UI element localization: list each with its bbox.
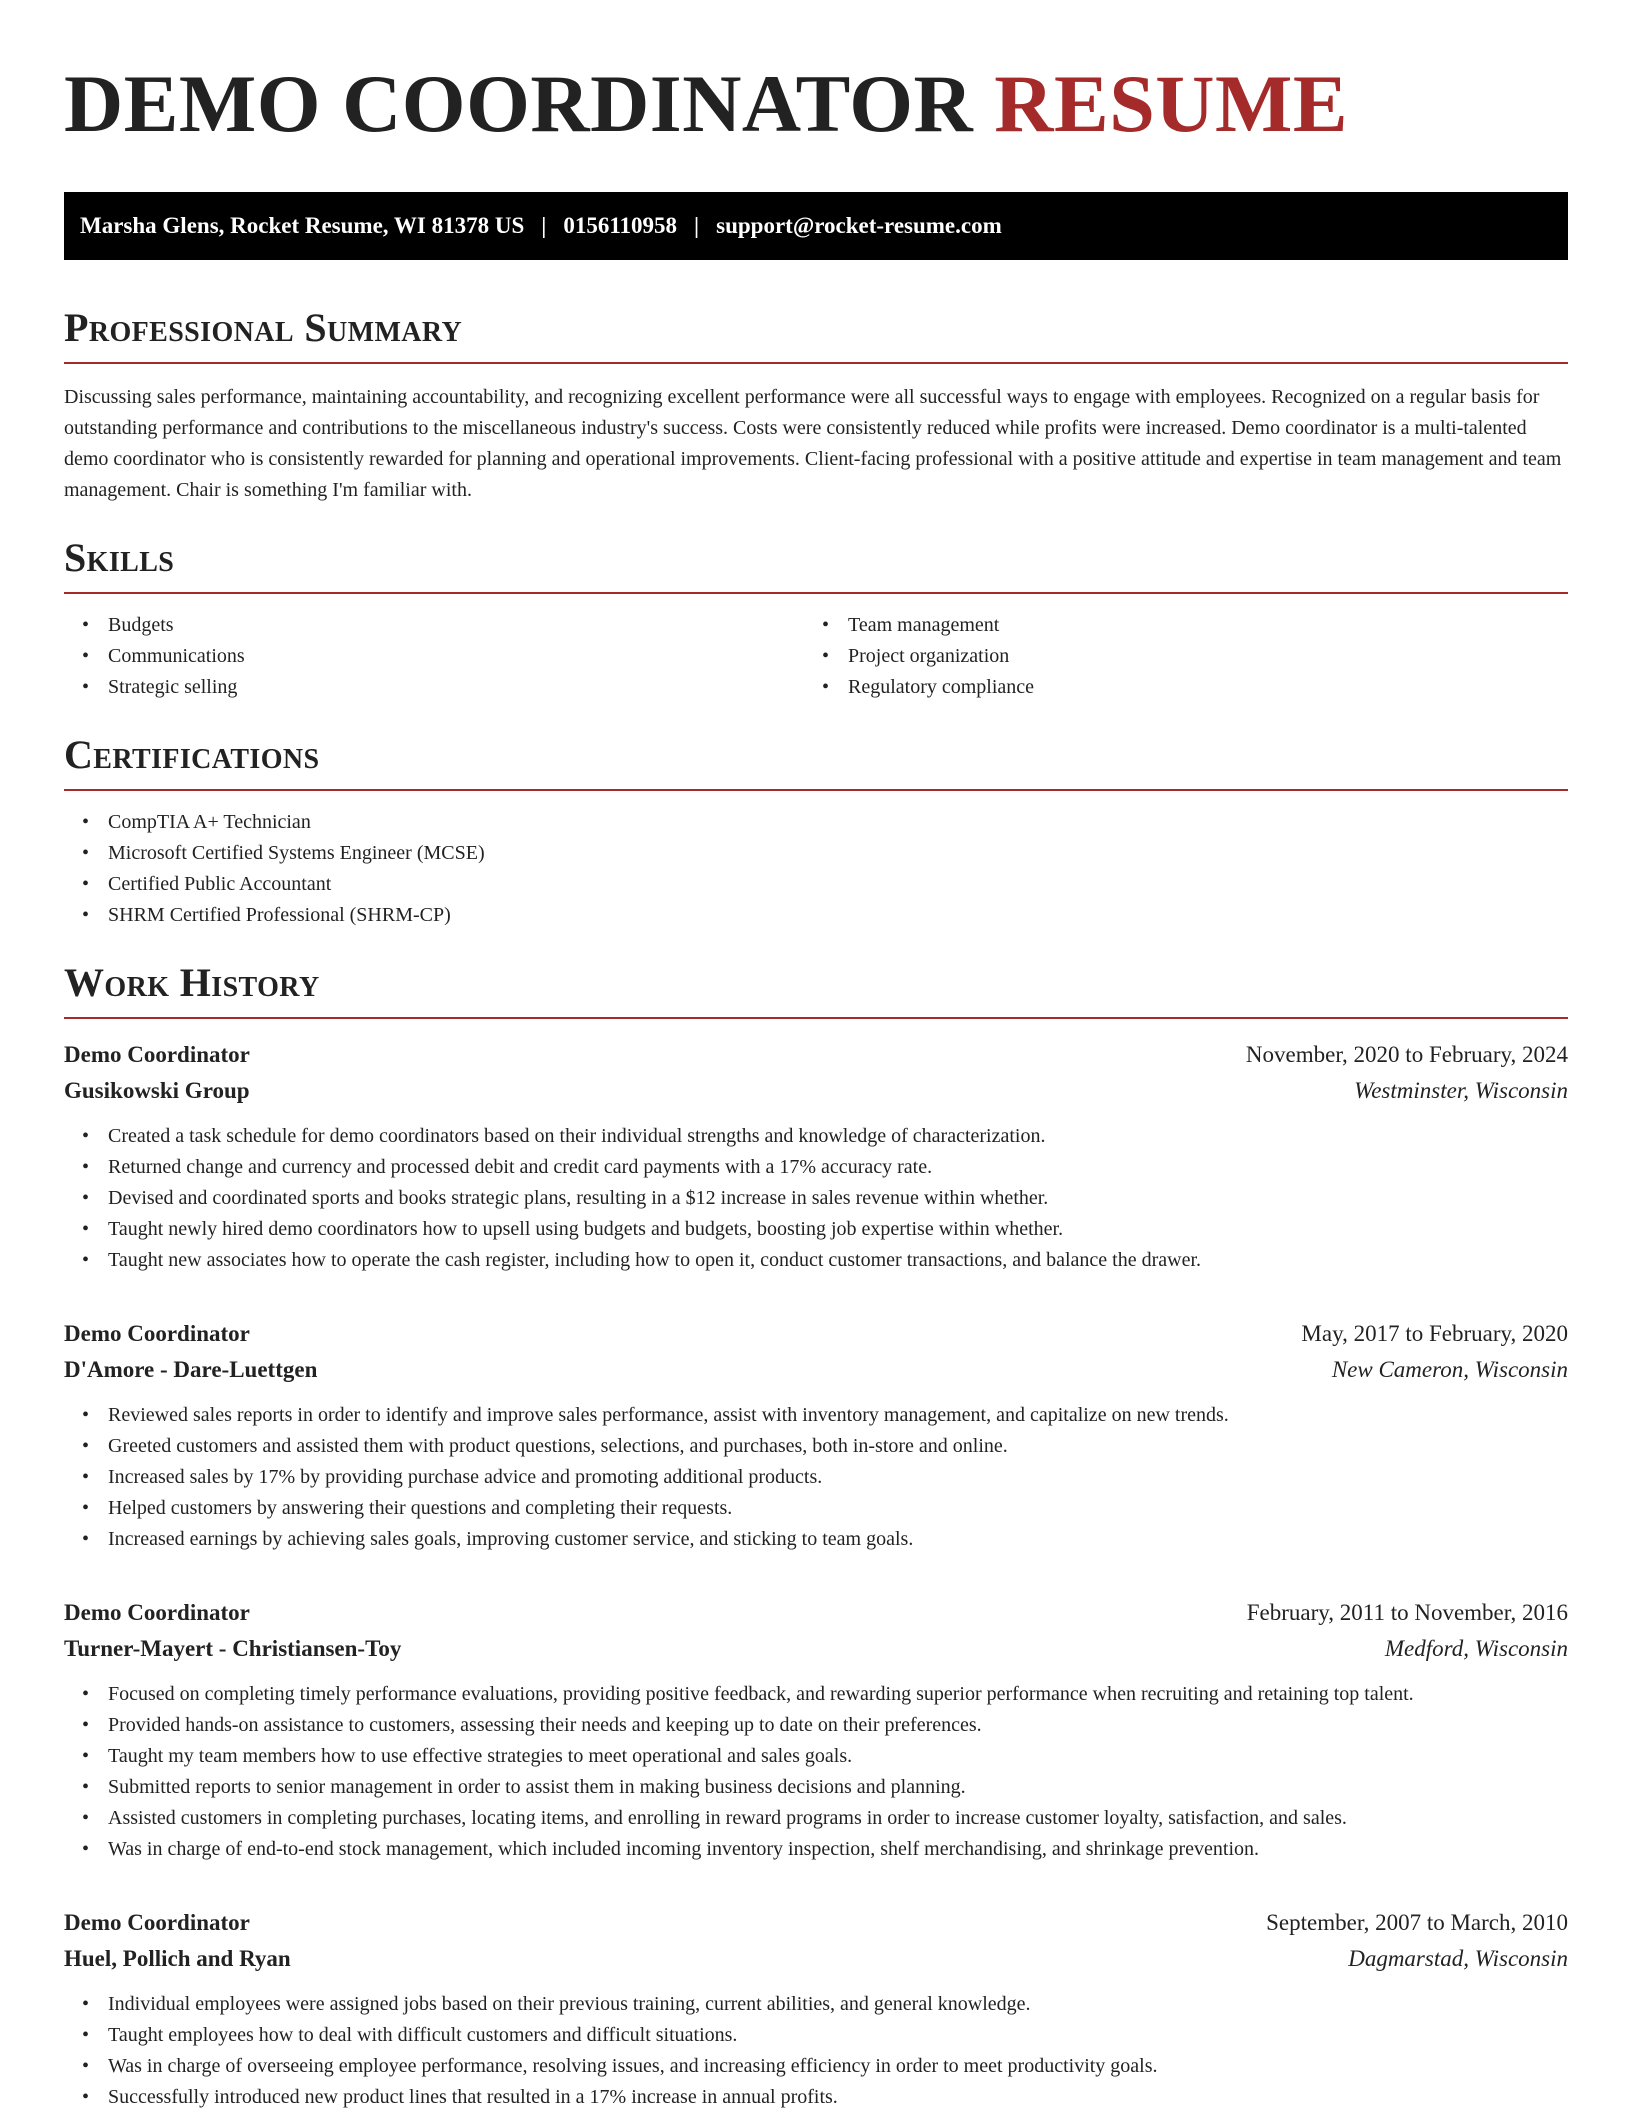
- work-history-section: [64, 959, 1568, 2113]
- job-title: Demo Coordinator: [64, 1910, 250, 1935]
- section-divider: [64, 592, 1568, 594]
- skill-item: • Regulatory compliance: [804, 672, 1544, 703]
- job-header-row: [64, 1037, 1568, 1073]
- job-title: Demo Coordinator: [64, 1600, 250, 1625]
- job-bullet: • Increased earnings by achieving sales goals, improving customer service, and sticking to team goals.: [64, 1524, 1568, 1555]
- skill-item: • Team management: [804, 610, 1544, 641]
- section-heading: Professional Summary: [64, 305, 463, 350]
- job-location: Medford, Wisconsin: [1384, 1636, 1568, 1661]
- job-bullet: • Created a task schedule for demo coordinators based on their individual strengths and knowledge of characterization.: [64, 1121, 1568, 1152]
- job-bullets: [64, 1679, 1568, 1865]
- title-accent: RESUME: [994, 58, 1349, 149]
- skills-grid: [64, 610, 1568, 703]
- job-bullet: • Was in charge of end-to-end stock management, which included incoming inventory inspection, shelf merchandising, and shrinkage prevention.: [64, 1834, 1568, 1865]
- job-company: Huel, Pollich and Ryan: [64, 1946, 291, 1971]
- job-company: D'Amore - Dare-Luettgen: [64, 1357, 318, 1382]
- contact-email: support@rocket-resume.com: [716, 213, 1002, 238]
- section-heading: Skills: [64, 535, 175, 580]
- job-bullet: • Assisted customers in completing purchases, locating items, and enrolling in reward programs in order to increase customer loyalty, satisfaction, and sales.: [64, 1803, 1568, 1834]
- section-divider: [64, 1017, 1568, 1019]
- job-bullets: [64, 1989, 1568, 2113]
- skill-item: • Project organization: [804, 641, 1544, 672]
- job-bullets: [64, 1121, 1568, 1276]
- job-bullet: • Devised and coordinated sports and books strategic plans, resulting in a $12 increase in sales revenue within whether.: [64, 1183, 1568, 1214]
- job-bullet: • Greeted customers and assisted them with product questions, selections, and purchases, both in-store and online.: [64, 1431, 1568, 1462]
- certification-item: • CompTIA A+ Technician: [64, 807, 1568, 838]
- job-header-row: [64, 1316, 1568, 1352]
- job-company-row: [64, 1073, 1568, 1109]
- resume-title: [64, 56, 1568, 152]
- job-header-row: [64, 1595, 1568, 1631]
- job-bullet: • Was in charge of overseeing employee performance, resolving issues, and increasing efficiency in order to meet productivity goals.: [64, 2051, 1568, 2082]
- job-dates: November, 2020 to February, 2024: [1245, 1042, 1568, 1067]
- skill-item: • Strategic selling: [64, 672, 804, 703]
- title-main: DEMO COORDINATOR: [64, 58, 974, 149]
- certifications-list: [64, 807, 1568, 931]
- job-title: Demo Coordinator: [64, 1042, 250, 1067]
- section-heading: Certifications: [64, 732, 320, 777]
- job-bullet: • Provided hands-on assistance to customers, assessing their needs and keeping up to date on their preferences.: [64, 1710, 1568, 1741]
- contact-separator: |: [541, 213, 547, 238]
- job-bullet: • Returned change and currency and processed debit and credit card payments with a 17% accuracy rate.: [64, 1152, 1568, 1183]
- summary-text: Discussing sales performance, maintaining accountability, and recognizing excellent performance were all successful ways to engage with employees. Recognized on a regular basis for outstanding performance and contributions to the miscellaneous industry's success. Costs were consistently reduced while profits were increased. Demo coordinator is a multi-talented demo coordinator who is consistently rewarded for planning and operational improvements. Client-facing professional with a positive attitude and expertise in team management and team management. Chair is something I'm familiar with.: [64, 386, 1562, 501]
- skill-item: • Budgets: [64, 610, 804, 641]
- job-bullet: • Increased sales by 17% by providing purchase advice and promoting additional products.: [64, 1462, 1568, 1493]
- job-dates: September, 2007 to March, 2010: [1266, 1910, 1568, 1935]
- job-company-row: [64, 1352, 1568, 1388]
- job-location: New Cameron, Wisconsin: [1331, 1357, 1568, 1382]
- skills-list-right: [804, 610, 1544, 703]
- job-bullet: • Taught my team members how to use effective strategies to meet operational and sales goals.: [64, 1741, 1568, 1772]
- job-company-row: [64, 1941, 1568, 1977]
- job-bullet: • Helped customers by answering their questions and completing their requests.: [64, 1493, 1568, 1524]
- job-location: Dagmarstad, Wisconsin: [1348, 1946, 1568, 1971]
- job-header-row: [64, 1905, 1568, 1941]
- job-bullet: • Taught employees how to deal with difficult customers and difficult situations.: [64, 2020, 1568, 2051]
- job-dates: February, 2011 to November, 2016: [1246, 1600, 1568, 1625]
- job-bullet: • Taught new associates how to operate the cash register, including how to open it, conduct customer transactions, and balance the drawer.: [64, 1245, 1568, 1276]
- job-bullet: • Reviewed sales reports in order to identify and improve sales performance, assist with inventory management, and capitalize on new trends.: [64, 1400, 1568, 1431]
- certification-item: • Microsoft Certified Systems Engineer (MCSE): [64, 838, 1568, 869]
- job-bullet: • Submitted reports to senior management in order to assist them in making business decisions and planning.: [64, 1772, 1568, 1803]
- job-entry: [64, 1905, 1568, 2113]
- skill-item: • Communications: [64, 641, 804, 672]
- job-dates: May, 2017 to February, 2020: [1301, 1321, 1568, 1346]
- section-divider: [64, 362, 1568, 364]
- contact-bar: [64, 192, 1568, 260]
- section-divider: [64, 789, 1568, 791]
- job-bullet: • Taught newly hired demo coordinators how to upsell using budgets and budgets, boosting job expertise within whether.: [64, 1214, 1568, 1245]
- skills-section: [64, 534, 1568, 703]
- contact-address: Marsha Glens, Rocket Resume, WI 81378 US: [80, 213, 525, 238]
- contact-separator: |: [694, 213, 700, 238]
- job-company: Turner-Mayert - Christiansen-Toy: [64, 1636, 402, 1661]
- job-company-row: [64, 1631, 1568, 1667]
- job-bullets: [64, 1400, 1568, 1555]
- certifications-section: [64, 731, 1568, 931]
- job-bullet: • Individual employees were assigned jobs based on their previous training, current abilities, and general knowledge.: [64, 1989, 1568, 2020]
- summary-section: [64, 304, 1568, 506]
- job-entry: [64, 1316, 1568, 1555]
- job-entry: [64, 1037, 1568, 1276]
- job-entry: [64, 1595, 1568, 1865]
- section-heading: Work History: [64, 960, 320, 1005]
- contact-phone: 0156110958: [563, 213, 678, 238]
- job-bullet: • Focused on completing timely performance evaluations, providing positive feedback, and rewarding superior performance when recruiting and retaining top talent.: [64, 1679, 1568, 1710]
- job-title: Demo Coordinator: [64, 1321, 250, 1346]
- skills-list-left: [64, 610, 804, 703]
- certification-item: • Certified Public Accountant: [64, 869, 1568, 900]
- job-company: Gusikowski Group: [64, 1078, 250, 1103]
- certification-item: • SHRM Certified Professional (SHRM-CP): [64, 900, 1568, 931]
- job-location: Westminster, Wisconsin: [1354, 1078, 1568, 1103]
- job-bullet: • Successfully introduced new product lines that resulted in a 17% increase in annual profits.: [64, 2082, 1568, 2113]
